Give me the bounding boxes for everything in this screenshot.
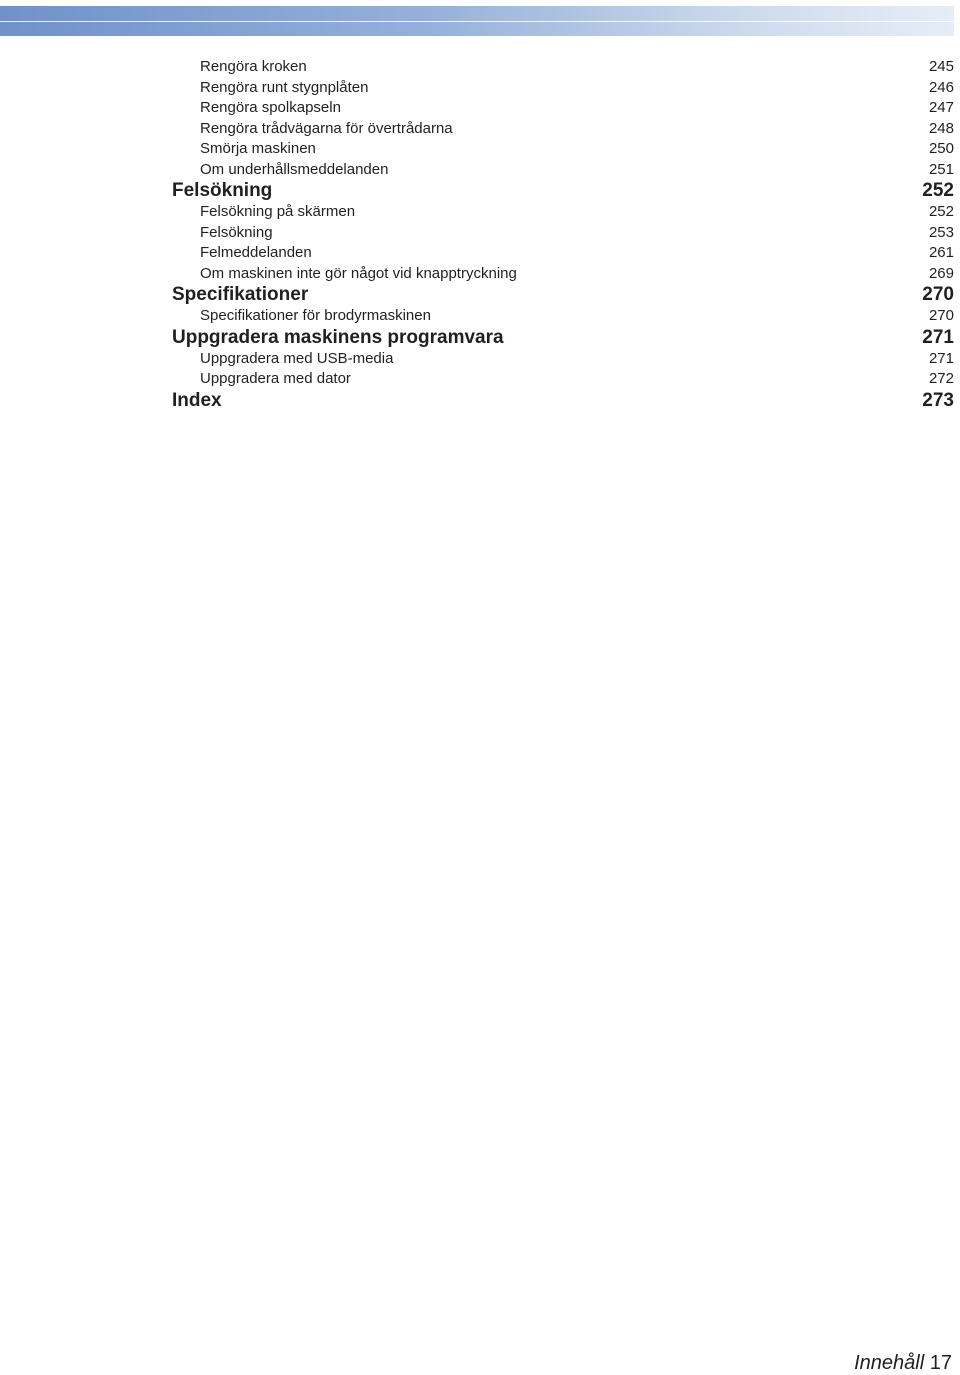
toc-section-entry[interactable] — [172, 160, 954, 181]
toc-chapter-entry[interactable] — [172, 327, 954, 349]
toc-entry-page: 273 — [922, 389, 954, 411]
toc-section-entry[interactable] — [172, 264, 954, 285]
header-band-line — [0, 21, 954, 22]
header-color-band — [0, 6, 954, 36]
toc-entry-page: 271 — [928, 349, 954, 367]
toc-section-entry[interactable] — [172, 57, 954, 78]
toc-entry-title: Rengöra kroken — [200, 58, 307, 75]
toc-entry-page: 269 — [928, 264, 954, 282]
toc-section-entry[interactable] — [172, 349, 954, 370]
toc-section-entry[interactable] — [172, 78, 954, 99]
toc-entry-page: 252 — [928, 203, 954, 220]
toc-entry-title: Rengöra runt stygnplåten — [200, 78, 369, 96]
toc-chapter-entry[interactable] — [172, 390, 954, 412]
toc-entry-title: Smörja maskinen — [200, 140, 316, 157]
toc-entry-page: 251 — [928, 160, 954, 178]
toc-section-entry[interactable] — [172, 202, 954, 223]
toc-entry-title: Rengöra spolkapseln — [200, 99, 341, 116]
toc-section-entry[interactable] — [172, 223, 954, 244]
toc-entry-title: Om maskinen inte gör något vid knapptryckning — [200, 264, 517, 282]
toc-entry-page: 246 — [928, 78, 954, 96]
toc-entry-page: 245 — [928, 58, 954, 75]
table-of-contents — [172, 57, 954, 412]
toc-entry-page: 270 — [928, 307, 954, 324]
toc-entry-title: Felmeddelanden — [200, 244, 312, 261]
toc-section-entry[interactable] — [172, 119, 954, 140]
toc-entry-title: Index — [172, 389, 222, 411]
toc-entry-page: 247 — [928, 99, 954, 116]
toc-section-entry[interactable] — [172, 139, 954, 160]
toc-section-entry[interactable] — [172, 98, 954, 119]
toc-entry-page: 271 — [922, 326, 954, 348]
page-footer — [854, 1352, 952, 1375]
toc-entry-title: Felsökning — [200, 223, 273, 241]
toc-chapter-entry[interactable] — [172, 284, 954, 306]
toc-entry-page: 253 — [928, 223, 954, 241]
toc-entry-page: 272 — [928, 370, 954, 387]
toc-chapter-entry[interactable] — [172, 180, 954, 202]
toc-section-entry[interactable] — [172, 306, 954, 327]
toc-entry-page: 250 — [928, 140, 954, 157]
toc-entry-title: Rengöra trådvägarna för övertrådarna — [200, 119, 453, 137]
toc-entry-title: Om underhållsmeddelanden — [200, 160, 389, 178]
toc-section-entry[interactable] — [172, 369, 954, 390]
toc-entry-title: Uppgradera maskinens programvara — [172, 326, 504, 348]
toc-entry-title: Uppgradera med dator — [200, 370, 351, 387]
footer-page-number: 17 — [929, 1352, 952, 1374]
toc-entry-page: 248 — [928, 119, 954, 137]
toc-section-entry[interactable] — [172, 243, 954, 264]
footer-section-label: Innehåll — [854, 1352, 925, 1374]
toc-entry-title: Specifikationer för brodyrmaskinen — [200, 307, 431, 324]
toc-entry-title: Felsökning på skärmen — [200, 203, 356, 220]
toc-entry-title: Uppgradera med USB-media — [200, 349, 394, 367]
toc-entry-page: 252 — [922, 180, 954, 201]
toc-entry-title: Felsökning — [172, 180, 273, 201]
toc-entry-title: Specifikationer — [172, 284, 309, 305]
toc-entry-page: 270 — [922, 284, 954, 305]
toc-entry-page: 261 — [928, 244, 954, 261]
